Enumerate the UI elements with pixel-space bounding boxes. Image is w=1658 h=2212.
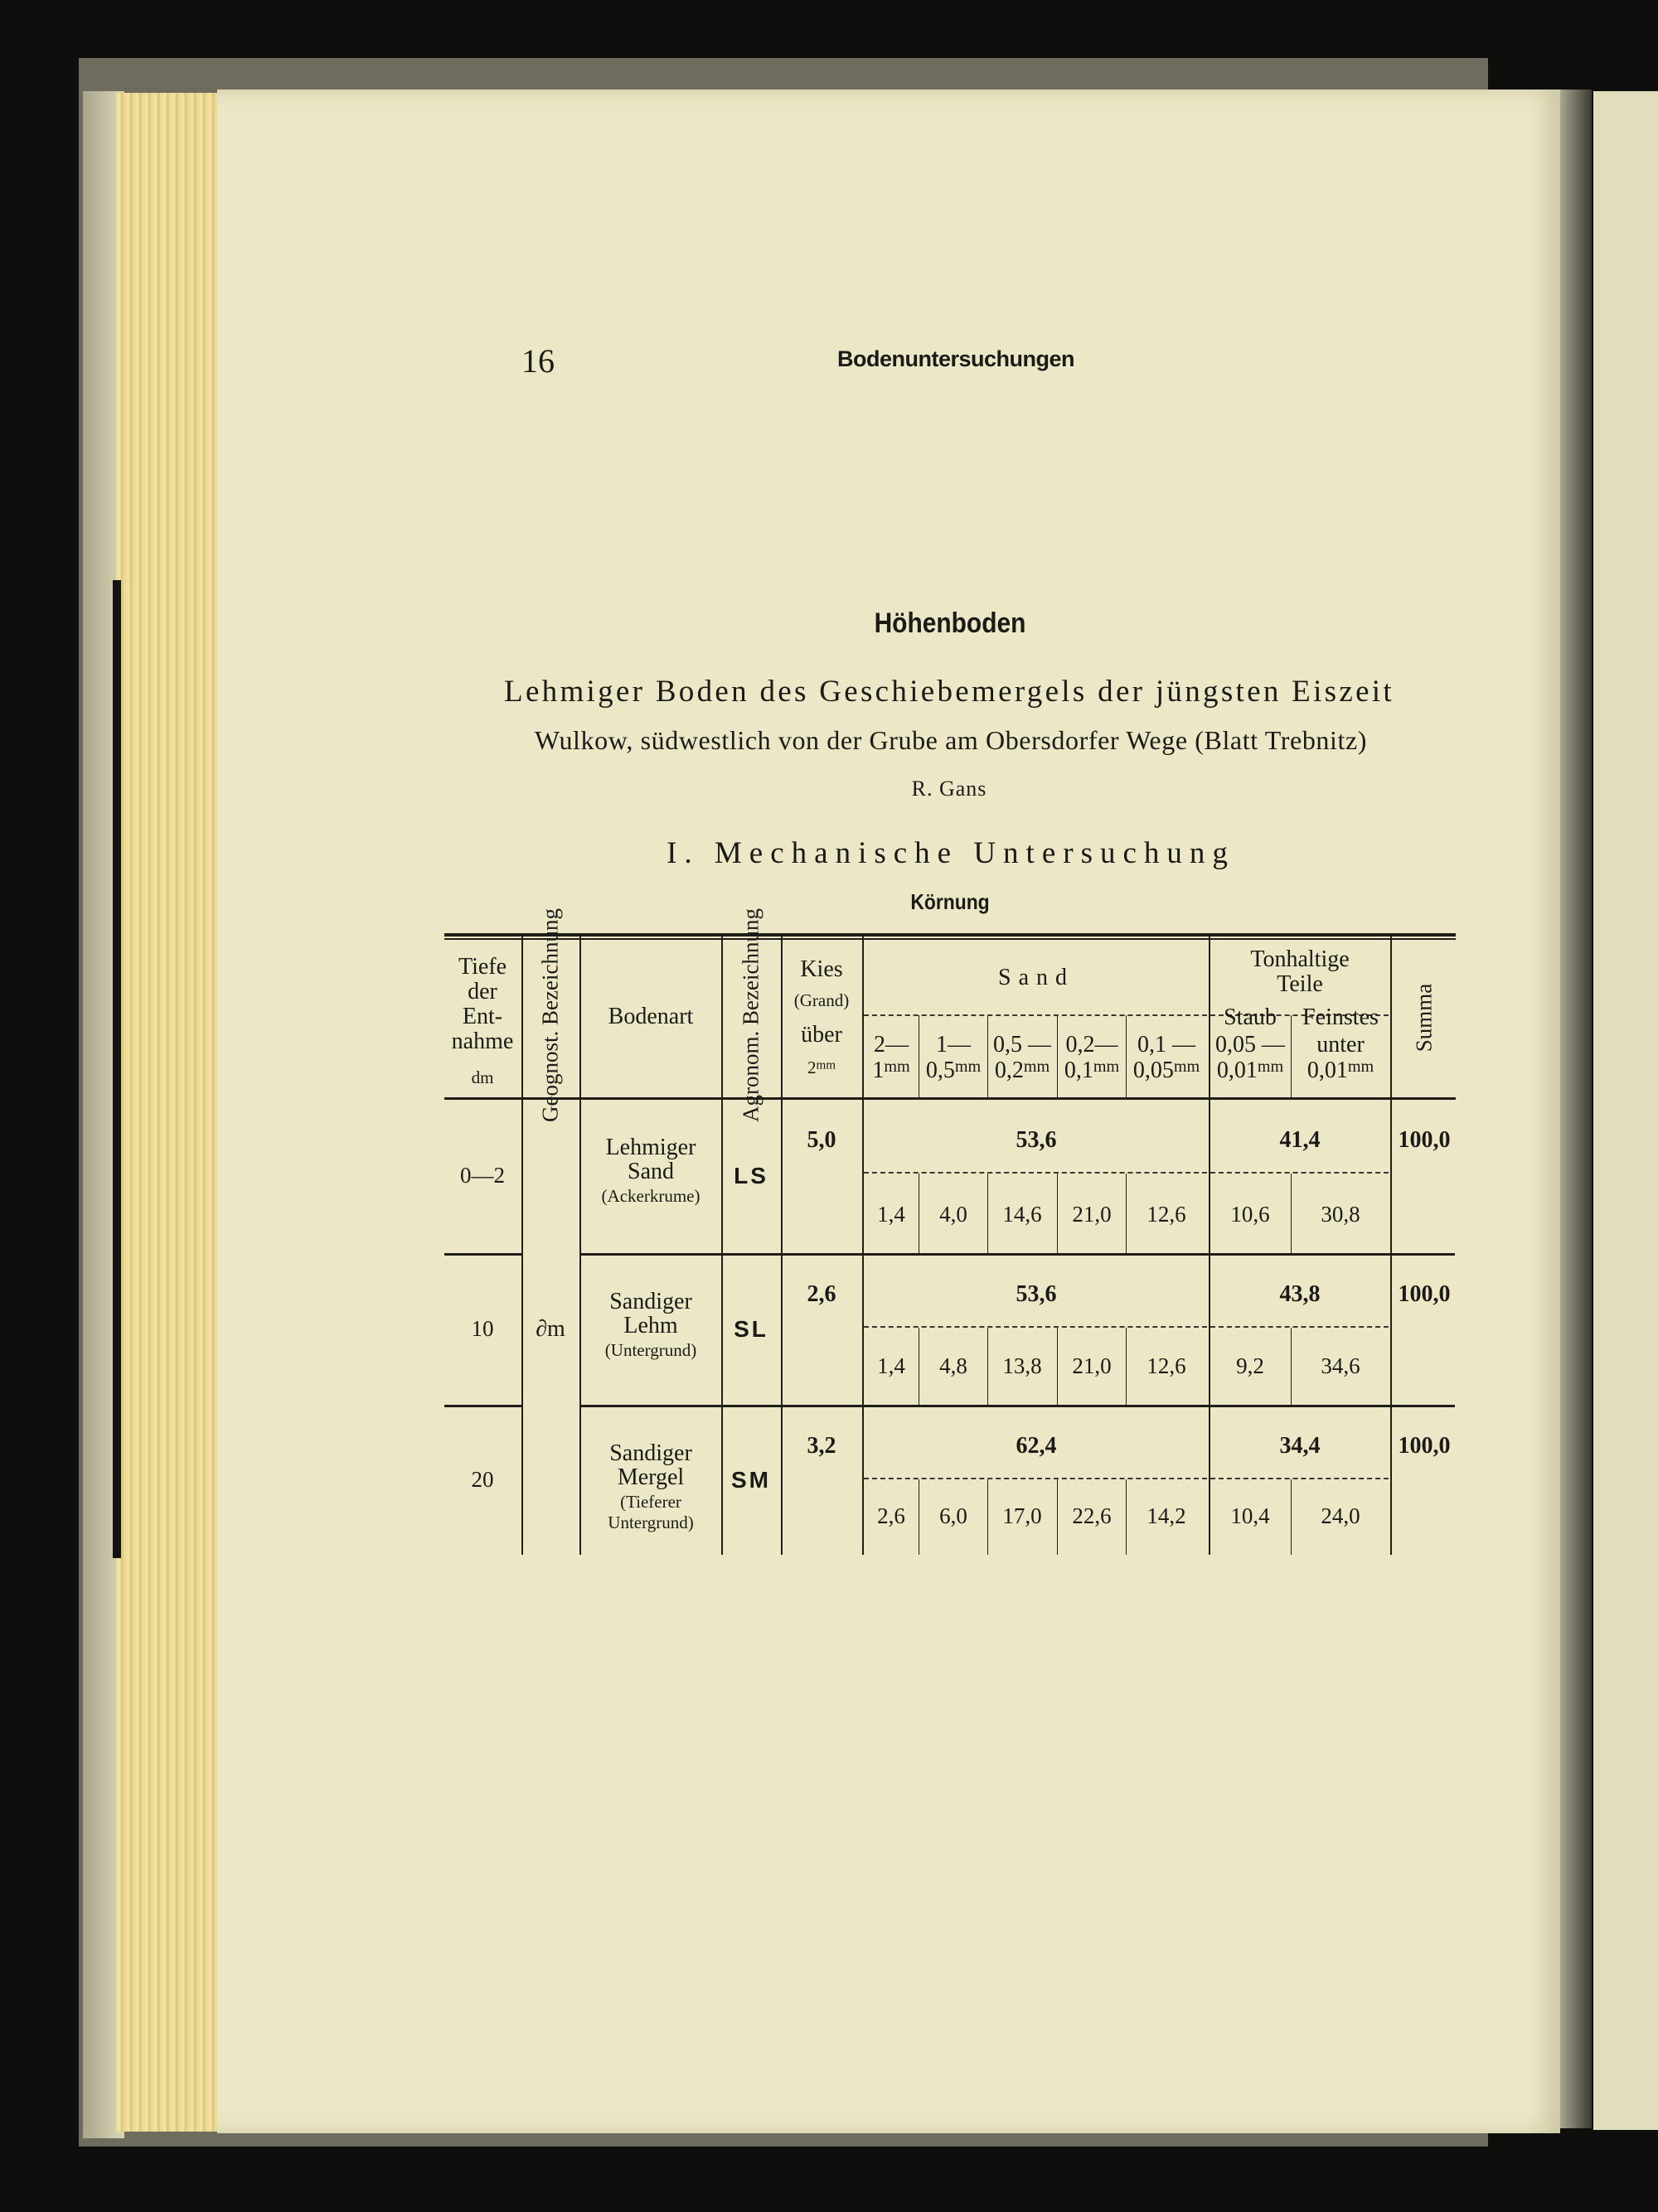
- kies-value: 3,2: [807, 1433, 836, 1459]
- row-rule: [579, 1253, 781, 1256]
- ton-row-dash: [1210, 1172, 1389, 1174]
- depth-value: 20: [471, 1466, 494, 1492]
- sand-subcolumn-rule: [1057, 1015, 1058, 1097]
- running-title: Bodenuntersuchungen: [837, 346, 1074, 371]
- depth-value: 0—2: [460, 1163, 505, 1188]
- page-title: Höhenboden: [874, 607, 1026, 639]
- row-rule: [862, 1405, 1455, 1407]
- sand-fraction-value: 1,4: [877, 1353, 905, 1378]
- column-rule: [521, 933, 523, 1555]
- sand-fraction-value: 2,6: [877, 1503, 905, 1528]
- sand-total: 53,6: [1016, 1281, 1057, 1307]
- sand-subheader: 2—: [874, 1032, 909, 1058]
- ton-total: 41,4: [1279, 1127, 1321, 1153]
- ton-total: 34,4: [1279, 1433, 1321, 1459]
- sand-fraction-value: 12,6: [1147, 1202, 1186, 1227]
- sand-subheader: 1—: [936, 1032, 971, 1058]
- bodenart-note: (Tieferer: [620, 1492, 681, 1512]
- kies-header: (Grand): [793, 990, 850, 1010]
- agronom-code: LS: [734, 1163, 768, 1188]
- bodenart-value: Mergel: [617, 1464, 685, 1490]
- summa-header: Summa: [1411, 983, 1437, 1053]
- sand-fraction-value: 6,0: [939, 1503, 967, 1528]
- page-number: 16: [521, 342, 555, 380]
- sand-fraction-value: 17,0: [1002, 1503, 1042, 1528]
- ton-subheader-unit: $0,01^{mm}$: [1307, 1058, 1374, 1084]
- summa-value: 100,0: [1398, 1127, 1451, 1153]
- sand-value-rule: [1057, 1174, 1058, 1253]
- kies-value: 2,6: [807, 1281, 836, 1307]
- row-rule: [444, 1405, 521, 1407]
- sand-subcolumn-rule: [987, 1015, 988, 1097]
- row-rule: [781, 1405, 862, 1407]
- bodenart-value: Lehm: [623, 1313, 678, 1338]
- sand-value-rule: [1057, 1328, 1058, 1405]
- ton-value-rule: [1291, 1479, 1292, 1555]
- column-rule: [1209, 933, 1210, 1555]
- row-rule: [781, 1253, 862, 1256]
- ton-fraction-value: 10,6: [1230, 1202, 1270, 1227]
- bodenart-note: Untergrund): [608, 1513, 694, 1532]
- kies-header: Kies: [800, 956, 843, 982]
- sand-fraction-value: 4,0: [939, 1202, 967, 1227]
- ton-value-rule: [1291, 1328, 1292, 1405]
- ton-fraction-value: 24,0: [1321, 1503, 1360, 1528]
- depth-header: Ent-: [462, 1004, 503, 1029]
- ton-subcolumn-rule: [1291, 1015, 1292, 1097]
- kies-header: $2^{mm}$: [807, 1058, 836, 1077]
- sand-subheader: 0,1 —: [1137, 1032, 1195, 1058]
- sand-row-dash: [864, 1478, 1207, 1479]
- sand-total: 62,4: [1016, 1433, 1057, 1459]
- sand-fraction-value: 21,0: [1072, 1353, 1112, 1378]
- table-top-rule-thin: [444, 938, 1456, 940]
- depth-header: Tiefe: [458, 954, 507, 980]
- ton-header: Teile: [1277, 971, 1323, 997]
- sand-subheader: 0,2—: [1065, 1032, 1118, 1058]
- ton-value-rule: [1291, 1174, 1292, 1253]
- ton-row-dash: [1210, 1478, 1389, 1479]
- sand-fraction-value: 14,2: [1147, 1503, 1186, 1528]
- bodenart-value: Sand: [628, 1159, 674, 1184]
- ton-subheader: 0,05 —: [1215, 1032, 1285, 1058]
- column-rule: [862, 933, 864, 1555]
- author: R. Gans: [911, 777, 987, 801]
- sand-value-rule: [987, 1328, 988, 1405]
- table-top-rule: [444, 933, 1456, 937]
- column-rule: [579, 933, 581, 1555]
- sand-subheader: 0,5 —: [993, 1032, 1051, 1058]
- sand-subheader-unit: $0,5^{mm}$: [925, 1058, 982, 1084]
- sand-subheader-unit: $1^{mm}$: [872, 1058, 910, 1084]
- sand-subcolumn-rule: [1126, 1015, 1127, 1097]
- agronom-code: SL: [734, 1315, 768, 1342]
- row-rule: [444, 1253, 521, 1256]
- ton-fraction-value: 10,4: [1230, 1503, 1270, 1528]
- row-rule: [862, 1253, 1455, 1256]
- sand-fraction-value: 21,0: [1072, 1202, 1112, 1227]
- depth-value: 10: [471, 1315, 494, 1341]
- ton-fraction-value: 34,6: [1321, 1353, 1360, 1378]
- sand-total: 53,6: [1016, 1127, 1057, 1153]
- kies-value: 5,0: [807, 1127, 836, 1153]
- depth-header: der: [468, 979, 497, 1004]
- ton-header: Tonhaltige: [1250, 946, 1350, 972]
- sand-subheader-unit: $0,2^{mm}$: [994, 1058, 1050, 1084]
- sand-fraction-value: 12,6: [1147, 1353, 1186, 1378]
- bodenart-note: (Ackerkrume): [601, 1186, 701, 1206]
- ton-row-dash: [1210, 1326, 1389, 1328]
- kies-header: über: [801, 1022, 842, 1048]
- sand-value-rule: [1126, 1479, 1127, 1555]
- sand-row-dash: [864, 1172, 1207, 1174]
- section-title: I. Mechanische Untersuchung: [667, 836, 1235, 870]
- bodenart-value: Sandiger: [609, 1440, 692, 1466]
- sand-header: Sand: [998, 965, 1074, 990]
- sand-value-rule: [1126, 1328, 1127, 1405]
- agronom-header: Agronom. Bezeichnung: [738, 908, 764, 1122]
- sand-value-rule: [987, 1479, 988, 1555]
- ton-subheader: unter: [1316, 1032, 1365, 1058]
- sand-fraction-value: 22,6: [1072, 1503, 1112, 1528]
- sand-fraction-value: 14,6: [1002, 1202, 1042, 1227]
- summa-value: 100,0: [1398, 1281, 1451, 1307]
- ton-fraction-value: 9,2: [1236, 1353, 1264, 1378]
- agronom-code: SM: [731, 1466, 771, 1493]
- sand-row-dash: [864, 1326, 1207, 1328]
- bodenart-value: Sandiger: [609, 1289, 692, 1314]
- sand-header-dash: [864, 1014, 1207, 1016]
- depth-unit: dm: [471, 1067, 494, 1087]
- bodenart-note: (Untergrund): [604, 1340, 697, 1360]
- sand-fraction-value: 1,4: [877, 1202, 905, 1227]
- ton-fraction-value: 30,8: [1321, 1202, 1360, 1227]
- ton-subheader: Feinstes: [1302, 1004, 1379, 1030]
- sand-subheader-unit: $0,05^{mm}$: [1132, 1058, 1200, 1084]
- column-rule: [781, 933, 783, 1555]
- ton-total: 43,8: [1279, 1281, 1321, 1307]
- sand-value-rule: [1057, 1479, 1058, 1555]
- sand-fraction-value: 13,8: [1002, 1353, 1042, 1378]
- sand-value-rule: [1126, 1174, 1127, 1253]
- bodenart-value: Lehmiger: [605, 1135, 696, 1160]
- sand-fraction-value: 4,8: [939, 1353, 967, 1378]
- column-rule: [1390, 933, 1392, 1555]
- summa-value: 100,0: [1398, 1433, 1451, 1459]
- geognost-symbol: ∂m: [536, 1316, 565, 1342]
- header-bottom-rule: [444, 1097, 1456, 1100]
- sand-value-rule: [987, 1174, 988, 1253]
- geognost-header: Geognost. Bezeichnung: [537, 908, 563, 1122]
- row-rule: [579, 1405, 781, 1407]
- sand-subheader-unit: $0,1^{mm}$: [1064, 1058, 1120, 1084]
- ton-subheader-unit: $0,01^{mm}$: [1216, 1058, 1284, 1084]
- ton-subheader: Staub: [1224, 1004, 1277, 1030]
- depth-header: nahme: [451, 1029, 514, 1054]
- subtitle: Lehmiger Boden des Geschiebemergels der jüngsten Eiszeit: [504, 675, 1394, 709]
- bodenart-header: Bodenart: [608, 1004, 694, 1029]
- column-rule: [721, 933, 723, 1555]
- table-caption: Körnung: [910, 889, 990, 914]
- location-line: Wulkow, südwestlich von der Grube am Obersdorfer Wege (Blatt Trebnitz): [534, 725, 1368, 755]
